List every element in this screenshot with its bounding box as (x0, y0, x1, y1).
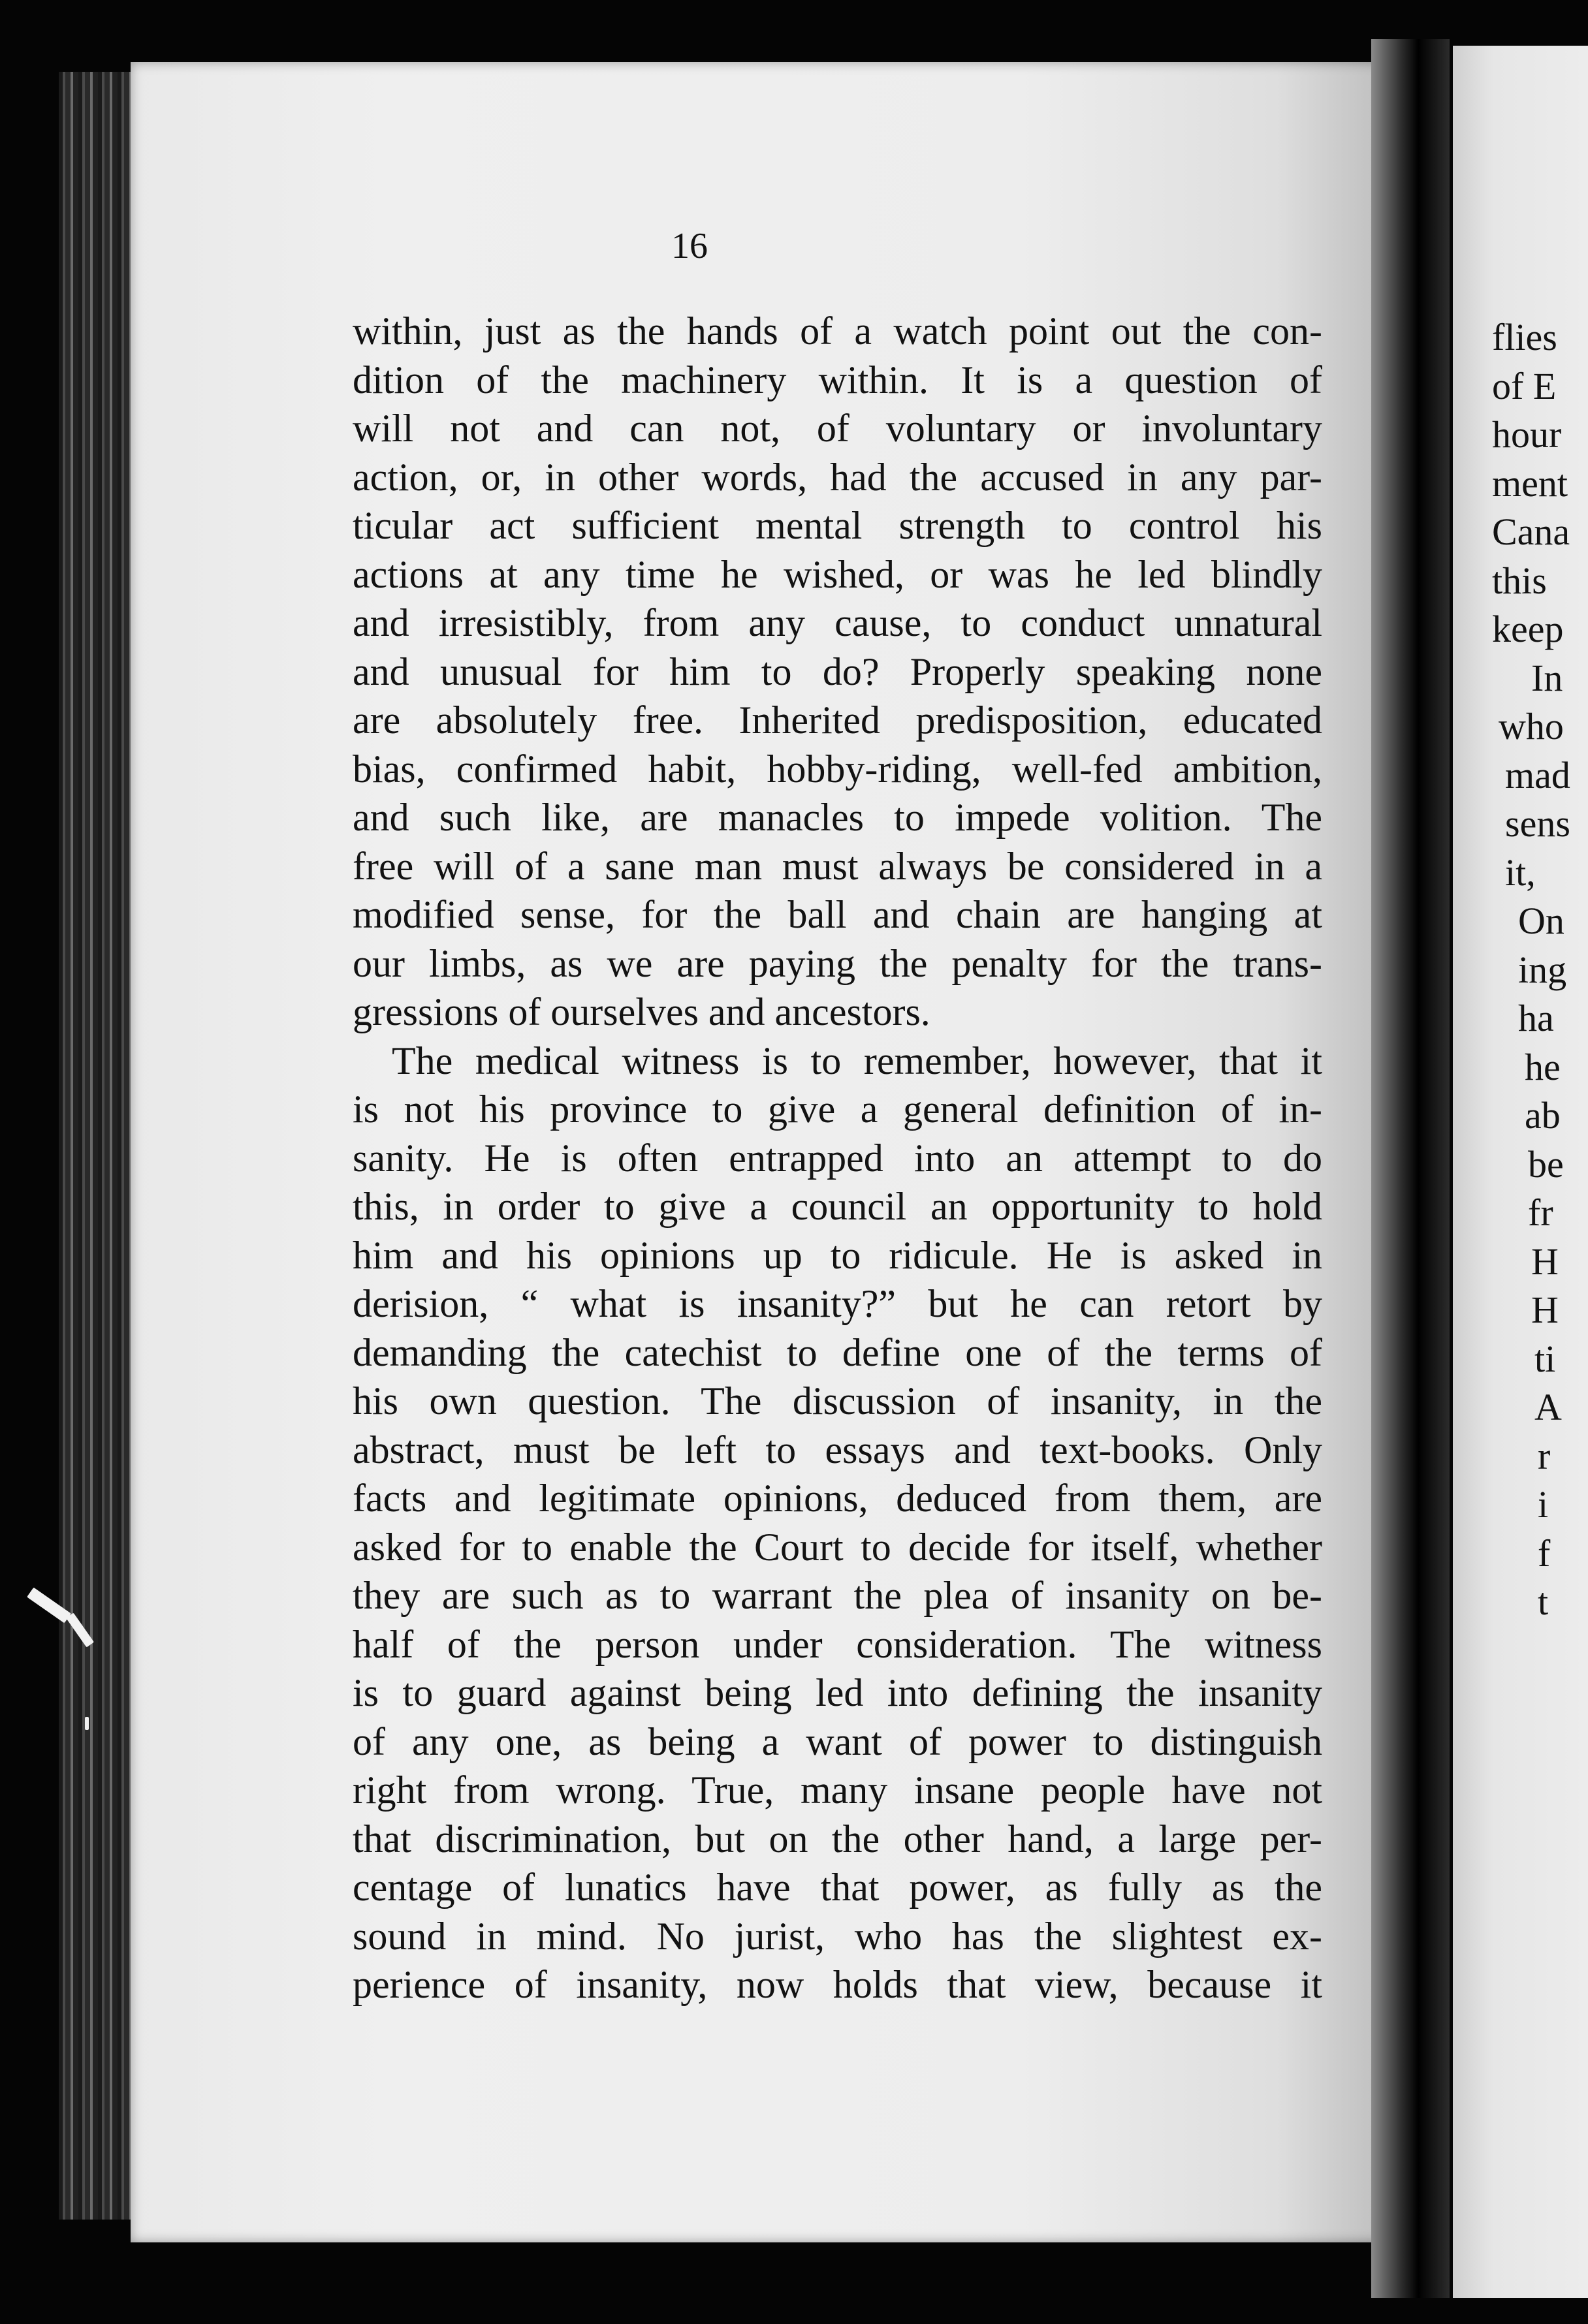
facing-text-line: it, (1505, 851, 1536, 894)
facing-text-line: be (1528, 1142, 1564, 1186)
facing-text-line: ha (1518, 997, 1554, 1039)
facing-text-line: A (1534, 1386, 1562, 1428)
facing-text-line: hour (1492, 413, 1562, 456)
facing-text-line: r (1538, 1434, 1551, 1477)
facing-text-line: ti (1534, 1337, 1556, 1380)
text-line: are absolutely free. Inherited predisposition, educated (353, 699, 1322, 742)
text-line: right from wrong. True, many insane people have not (353, 1768, 1322, 1812)
facing-text-line: f (1538, 1531, 1551, 1575)
text-line: and unusual for him to do? Properly speaking none (353, 650, 1322, 693)
facing-text-line: Cana (1492, 510, 1570, 553)
text-line: abstract, must be left to essays and text-books. Only (353, 1428, 1322, 1471)
facing-text-line: On (1518, 900, 1564, 942)
page-gutter (1371, 39, 1450, 2298)
facing-text-line: H (1531, 1289, 1559, 1331)
page-number: 16 (671, 226, 708, 266)
book-binding-edge (59, 72, 131, 2220)
text-line: free will of a sane man must always be considered in a (353, 844, 1322, 888)
facing-text-line: he (1525, 1045, 1561, 1088)
facing-text-line: t (1538, 1580, 1549, 1623)
text-line: of any one, as being a want of power to distinguish (353, 1719, 1322, 1763)
facing-text-line: ab (1525, 1094, 1561, 1137)
facing-text-line: who (1499, 705, 1564, 747)
text-line: action, or, in other words, had the accused in any par- (353, 455, 1322, 499)
text-line: facts and legitimate opinions, deduced from them, are (353, 1477, 1322, 1520)
facing-text-line: keep (1492, 608, 1564, 650)
text-line: modified sense, for the ball and chain are hanging at (353, 893, 1322, 936)
facing-text-line: fr (1528, 1191, 1553, 1234)
facing-text-line: sens (1505, 802, 1570, 845)
facing-text-line: this (1492, 559, 1547, 602)
facing-text-line: i (1538, 1483, 1549, 1526)
facing-text-line: flies (1492, 316, 1557, 358)
text-line: him and his opinions up to ridicule. He is asked in (353, 1233, 1322, 1277)
text-line: derision, “ what is insanity?” but he can retort by (353, 1282, 1322, 1325)
text-line: they are such as to warrant the plea of insanity on be- (353, 1574, 1322, 1617)
text-line: his own question. The discussion of insanity, in the (353, 1379, 1322, 1422)
text-line: this, in order to give a council an opportunity to hold (353, 1185, 1322, 1228)
text-line: is to guard against being led into defining the insanity (353, 1671, 1322, 1714)
text-line: that discrimination, but on the other hand, a large per- (353, 1817, 1322, 1861)
facing-text-line: mad (1505, 753, 1570, 796)
text-line: half of the person under consideration. The witness (353, 1622, 1322, 1666)
text-line: centage of lunatics have that power, as fully as the (353, 1866, 1322, 1909)
facing-page-text (1492, 313, 1588, 1627)
text-line: within, just as the hands of a watch point out the con- (353, 309, 1322, 353)
text-line: sanity. He is often entrapped into an attempt to do (353, 1136, 1322, 1180)
text-line: bias, confirmed habit, hobby-riding, well-fed ambition, (353, 747, 1322, 791)
page-body-text (353, 307, 1322, 2009)
facing-text-line: of E (1492, 364, 1557, 407)
text-line: gressions of ourselves and ancestors. (353, 990, 930, 1033)
text-line: will not and can not, of voluntary or involuntary (353, 407, 1322, 450)
facing-text-line: ment (1492, 462, 1568, 505)
text-line: The medical witness is to remember, however, that it (392, 1039, 1322, 1082)
scan-artifact (85, 1717, 89, 1730)
text-line: is not his province to give a general definition of in- (353, 1088, 1322, 1131)
text-line: perience of insanity, now holds that view, because it (353, 1963, 1322, 2006)
text-line: our limbs, as we are paying the penalty for the trans- (353, 941, 1322, 985)
text-line: dition of the machinery within. It is a question of (353, 358, 1322, 401)
facing-text-line: In (1531, 656, 1563, 699)
text-line: and irresistibly, from any cause, to conduct unnatural (353, 601, 1322, 644)
text-line: actions at any time he wished, or was he led blindly (353, 552, 1322, 596)
text-line: asked for to enable the Court to decide for itself, whether (353, 1525, 1322, 1569)
facing-text-line: ing (1518, 948, 1567, 991)
text-line: demanding the catechist to define one of the terms of (353, 1330, 1322, 1374)
text-line: and such like, are manacles to impede volition. The (353, 796, 1322, 839)
facing-text-line: H (1531, 1240, 1559, 1283)
text-line: sound in mind. No jurist, who has the slightest ex- (353, 1914, 1322, 1958)
text-line: ticular act sufficient mental strength to control his (353, 504, 1322, 547)
